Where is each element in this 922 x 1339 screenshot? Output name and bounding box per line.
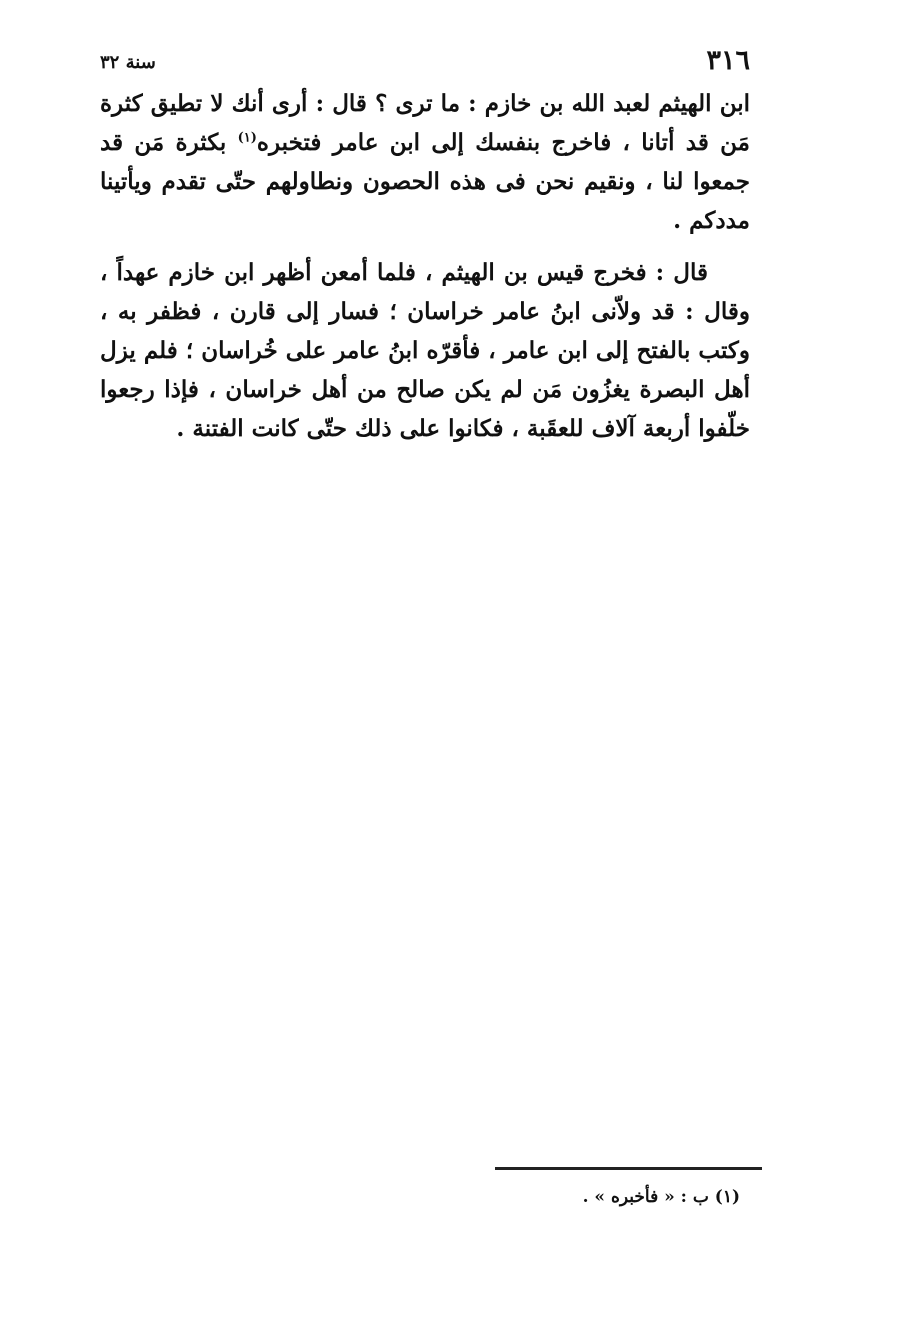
page-header [100, 46, 750, 80]
footnote-reference-1: (١) [237, 130, 257, 146]
footnote-divider [495, 1167, 762, 1170]
page-number: ٣١٦ [706, 45, 750, 76]
paragraph-1-text-end: بكثرة مَن قد جمعوا لنا ، ونقيم نحن فى هذه الحصون ونطاولهم حتّى تقدم ويأتينا مددكم . [100, 129, 750, 234]
paragraph-2: قال : فخرج قيس بن الهيثم ، فلما أمعن أظهر ابن خازم عهداً ، وقال : قد ولاّنى ابنُ عامر خراسان ؛ فسار إلى قارن ، فظفر به ، وكتب بالفتح إلى ابن عامر ، فأقرّه ابنُ عامر على خُراسان ؛ فلم يزل أهل البصرة يغزُون مَن لم يكن صالح من أهل خراسان ، فإذا رجعوا خلّفوا أربعة آلاف للعقَبة ، فكانوا على ذلك حتّى كانت الفتنة . [100, 259, 750, 442]
running-header-year: سنة ٣٢ [100, 52, 156, 73]
main-text [100, 84, 750, 448]
paragraph-1 [100, 84, 750, 240]
paragraph-1-text-start: ابن الهيثم لعبد الله بن خازم : ما ترى ؟ قال : أرى أنك لا تطيق كثرة مَن قد أتانا ، فاخرج بنفسك إلى ابن عامر فتخبره [100, 90, 750, 156]
footnote-1: (١) ب : « فأخبره » . [582, 1187, 740, 1207]
